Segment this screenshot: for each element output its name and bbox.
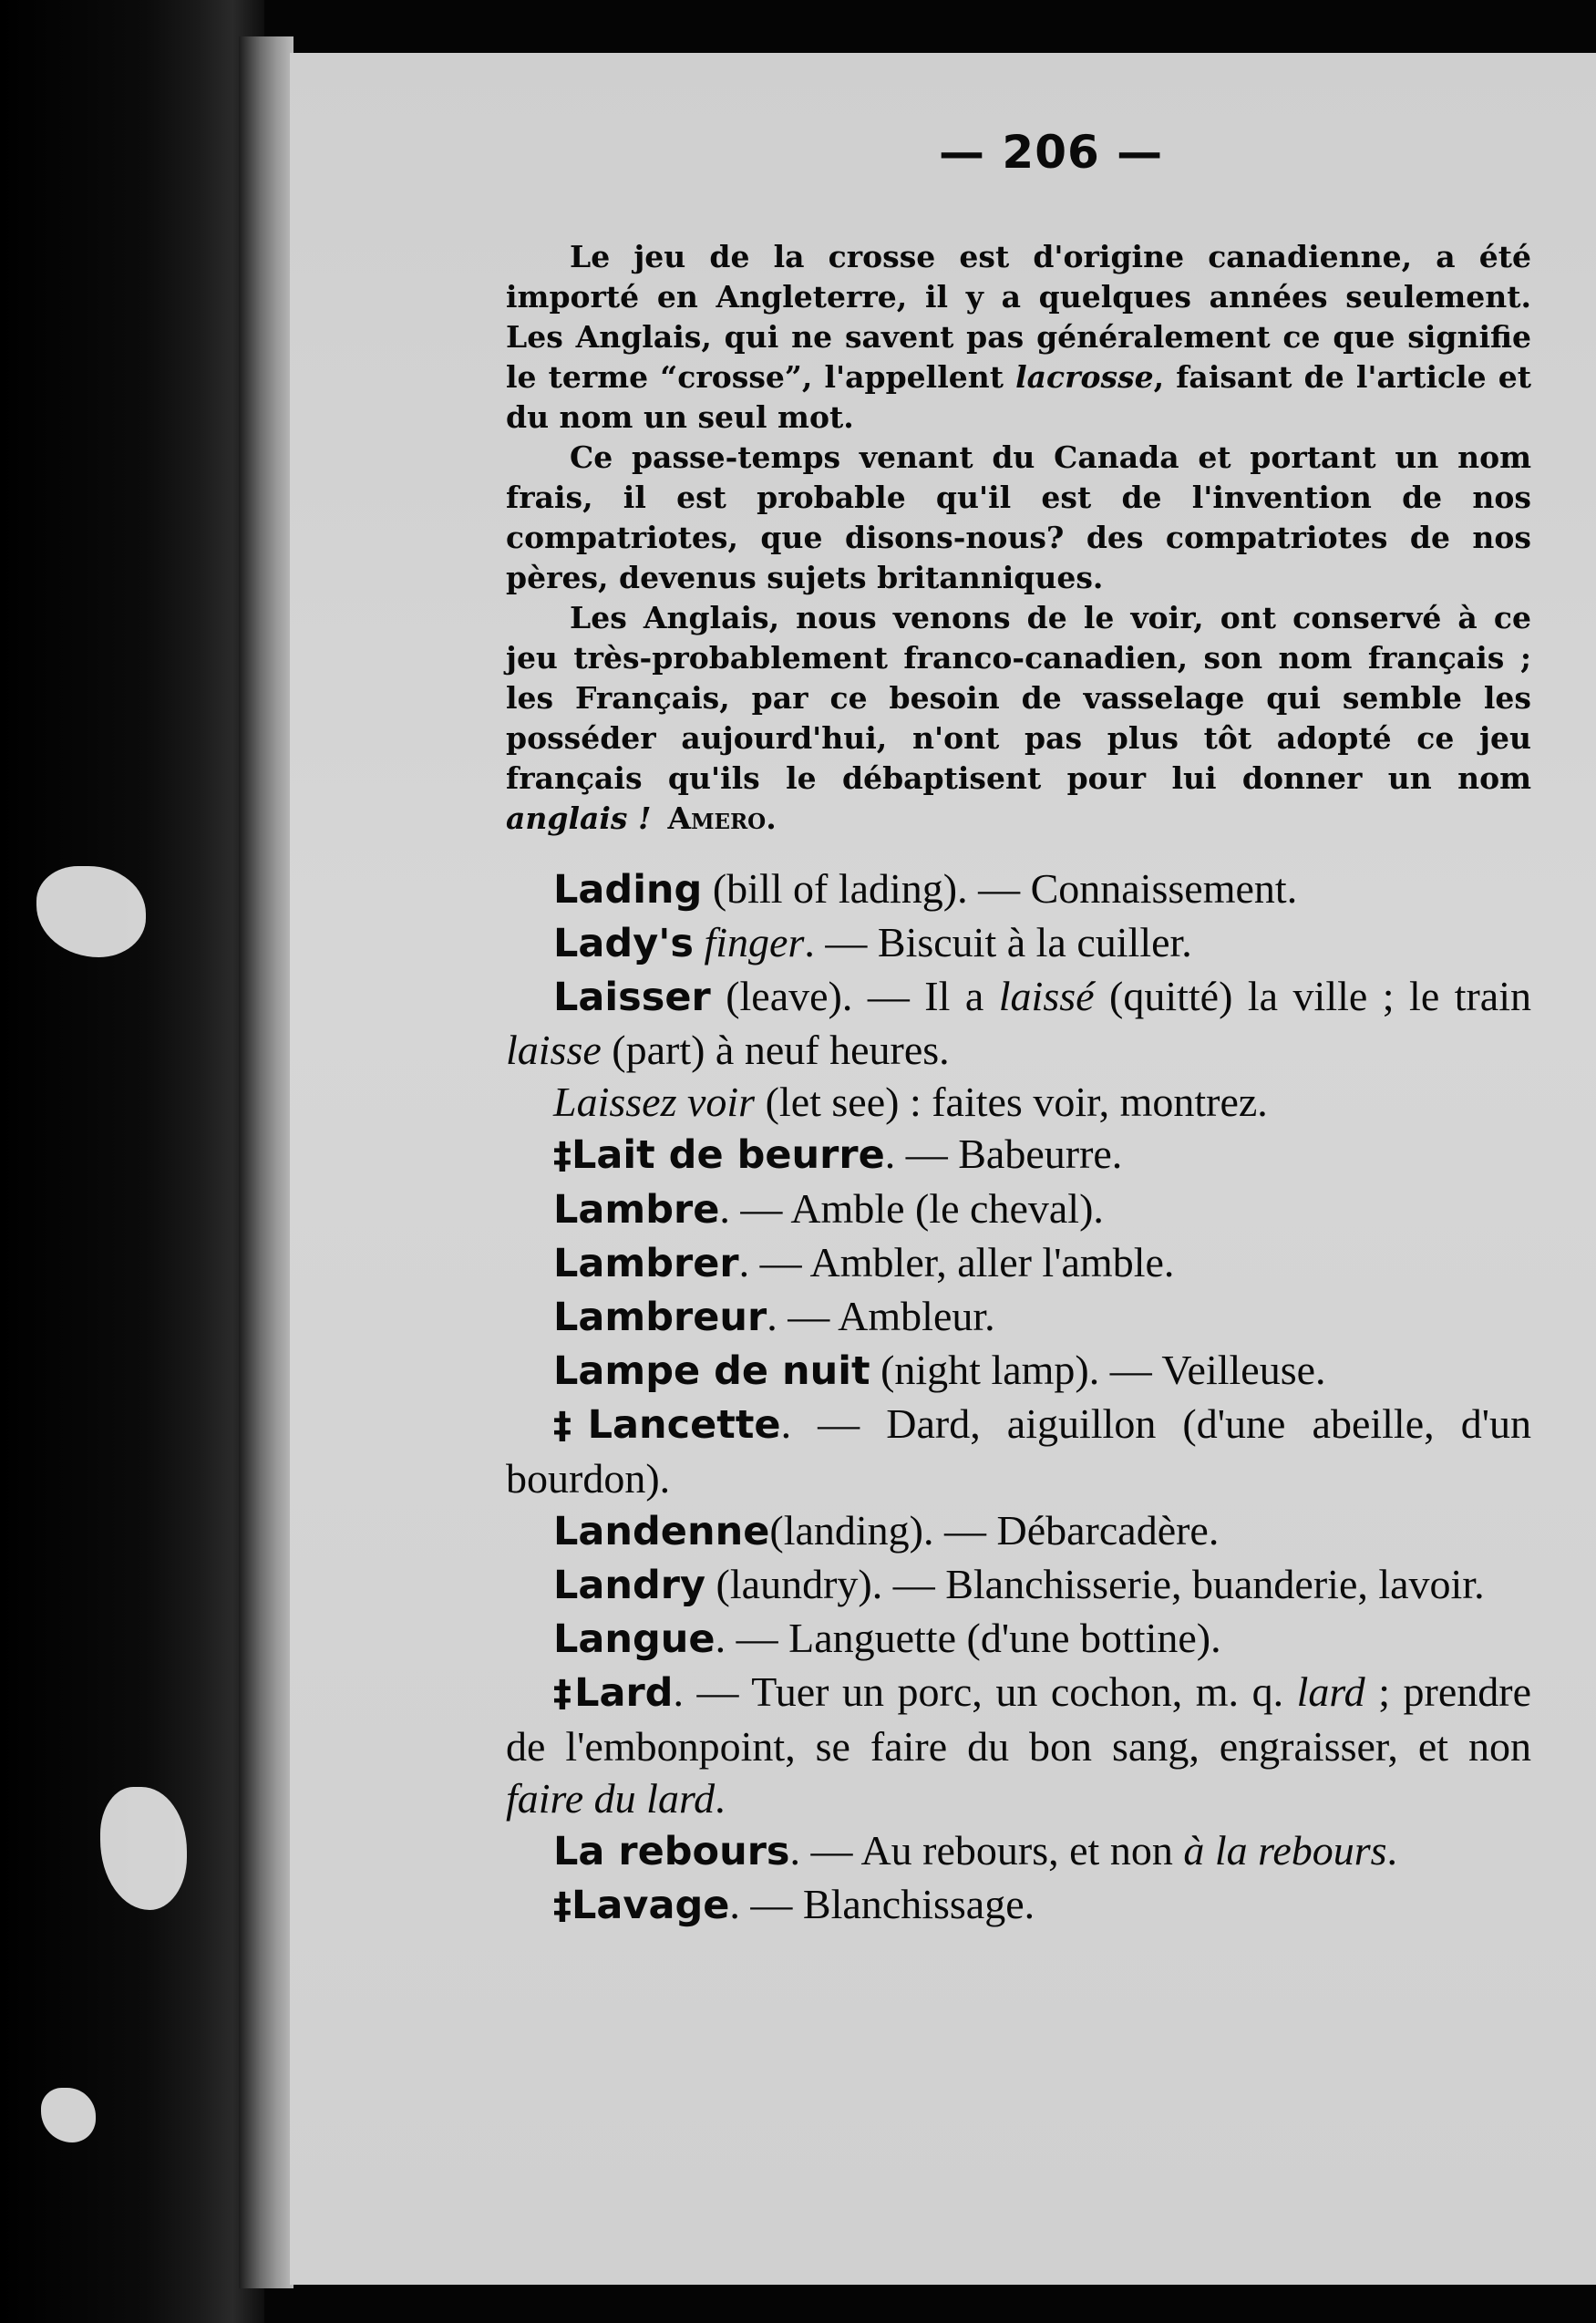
dictionary-entry bbox=[506, 1076, 1531, 1128]
dictionary-entry bbox=[506, 1344, 1531, 1398]
dictionary-entry bbox=[506, 1612, 1531, 1666]
dictionary-entries bbox=[506, 862, 1531, 1933]
entry-definition: (leave). — Il a bbox=[710, 973, 999, 1019]
entry-headword: Lambre bbox=[553, 1187, 720, 1233]
double-dagger-mark: ‡ bbox=[553, 1405, 588, 1447]
dictionary-entry bbox=[506, 916, 1531, 970]
entry-italic: Laissez voir bbox=[553, 1079, 756, 1125]
dictionary-entry bbox=[506, 1558, 1531, 1612]
note-italic-term: lacrosse bbox=[1015, 359, 1154, 395]
note-text: Le jeu de la crosse est d'origine canadienne, bbox=[570, 239, 1436, 274]
commentary-note bbox=[506, 237, 1531, 839]
entry-definition: . — Ambler, aller l'amble. bbox=[738, 1239, 1175, 1285]
text-block bbox=[506, 237, 1531, 1933]
entry-definition: . — Au rebours, et non bbox=[789, 1827, 1184, 1874]
entry-definition: . — Blanchissage. bbox=[729, 1881, 1035, 1927]
entry-headword: Lavage bbox=[571, 1883, 730, 1928]
dictionary-entry bbox=[506, 1878, 1531, 1933]
entry-definition: . bbox=[1386, 1827, 1398, 1874]
entry-headword: Landenne bbox=[553, 1509, 770, 1554]
entry-definition: . — Dard, aiguillon (d'une abeille, d'un bourdon). bbox=[506, 1400, 1531, 1502]
note-text: , faisant de l'article et du nom un seul mot. bbox=[506, 359, 1531, 435]
double-dagger-mark: ‡ bbox=[553, 1885, 571, 1927]
entry-definition: . — Amble (le cheval). bbox=[719, 1185, 1104, 1232]
dictionary-entry bbox=[506, 1128, 1531, 1182]
entry-definition: (landing). — Débarcadère. bbox=[769, 1507, 1220, 1554]
dictionary-entry bbox=[506, 970, 1531, 1076]
entry-italic: faire du lard bbox=[506, 1775, 716, 1822]
entry-definition: . bbox=[715, 1775, 726, 1822]
page-number: — 206 — bbox=[939, 126, 1164, 179]
double-dagger-mark: ‡ bbox=[553, 1673, 575, 1715]
double-dagger-mark: ‡ bbox=[553, 1135, 571, 1177]
entry-headword: La rebours bbox=[553, 1829, 790, 1874]
entry-headword: Langue bbox=[553, 1616, 716, 1662]
entry-definition: (quitté) la ville ; le train bbox=[1094, 973, 1531, 1019]
entry-italic: à la rebours bbox=[1183, 1827, 1387, 1874]
dictionary-entry bbox=[506, 1290, 1531, 1344]
note-italic-term: anglais ! bbox=[506, 800, 652, 836]
entry-headword: Laisser bbox=[553, 975, 711, 1020]
dictionary-entry bbox=[506, 1824, 1531, 1878]
entry-definition: . — Babeurre. bbox=[884, 1131, 1123, 1177]
dictionary-entry bbox=[506, 862, 1531, 916]
entry-headword: Landry bbox=[553, 1563, 706, 1608]
dictionary-entry bbox=[506, 1504, 1531, 1558]
entry-italic: lard bbox=[1296, 1668, 1365, 1715]
entry-headword: Lading bbox=[553, 867, 703, 913]
entry-italic: finger bbox=[694, 919, 805, 965]
book-spine bbox=[239, 36, 293, 2288]
entry-definition: (laundry). — Blanchisserie, buanderie, lavoir. bbox=[705, 1561, 1485, 1607]
dictionary-entry bbox=[506, 1666, 1531, 1824]
entry-definition: . — Biscuit à la cuiller. bbox=[804, 919, 1192, 965]
note-paragraph bbox=[506, 237, 1531, 438]
note-signature: Amero. bbox=[667, 800, 777, 836]
entry-definition: (night lamp). — Veilleuse. bbox=[870, 1347, 1326, 1393]
entry-definition: (bill of lading). — Connaissement. bbox=[702, 865, 1298, 912]
entry-headword: Lancette bbox=[587, 1402, 781, 1448]
entry-headword: Lady's bbox=[553, 921, 694, 966]
entry-headword: Lard bbox=[574, 1670, 674, 1716]
entry-headword: Lambrer bbox=[553, 1241, 739, 1286]
entry-definition: . — Ambleur. bbox=[767, 1293, 995, 1339]
dictionary-entry bbox=[506, 1236, 1531, 1290]
entry-definition: ; prendre de l'embonpoint, se faire du bon sang, engraisser, et non bbox=[506, 1668, 1531, 1770]
entry-italic: laissé bbox=[998, 973, 1095, 1019]
note-text: a été importé en Angleterre, il y a quelques années seulement. Les Anglais, qui ne savent pas généralement ce que signifie le terme “crosse”, l'appellent bbox=[506, 239, 1531, 395]
entry-headword: Lambreur bbox=[553, 1295, 767, 1340]
dictionary-entry bbox=[506, 1182, 1531, 1236]
entry-definition: . — Tuer un porc, un cochon, m. q. bbox=[673, 1668, 1297, 1715]
dictionary-entry bbox=[506, 1398, 1531, 1504]
entry-italic: laisse bbox=[506, 1027, 602, 1073]
note-paragraph: Ce passe-temps venant du Canada et portant un nom frais, il est probable qu'il est de l'invention de nos compatriotes, que disons-nous? des compatriotes de nos pères, devenus sujets britanniques. bbox=[506, 439, 1531, 595]
entry-headword: Lait de beurre bbox=[571, 1132, 885, 1178]
note-text: Les Anglais, nous venons de le voir, ont conservé à ce jeu très-probablement franco-canadien, son nom français ; les Français, par ce besoin de vasselage qui semble les posséder aujourd'hui, n'ont pas plus tôt adopté ce jeu français qu'ils le débaptisent pour lui donner un nom bbox=[506, 600, 1531, 796]
entry-definition: (part) à neuf heures. bbox=[601, 1027, 950, 1073]
entry-definition: (let see) : faites voir, montrez. bbox=[755, 1079, 1268, 1125]
book-left-edge bbox=[0, 0, 264, 2323]
entry-headword: Lampe de nuit bbox=[553, 1348, 870, 1394]
note-paragraph bbox=[506, 598, 1531, 839]
entry-definition: . — Languette (d'une bottine). bbox=[715, 1615, 1221, 1661]
